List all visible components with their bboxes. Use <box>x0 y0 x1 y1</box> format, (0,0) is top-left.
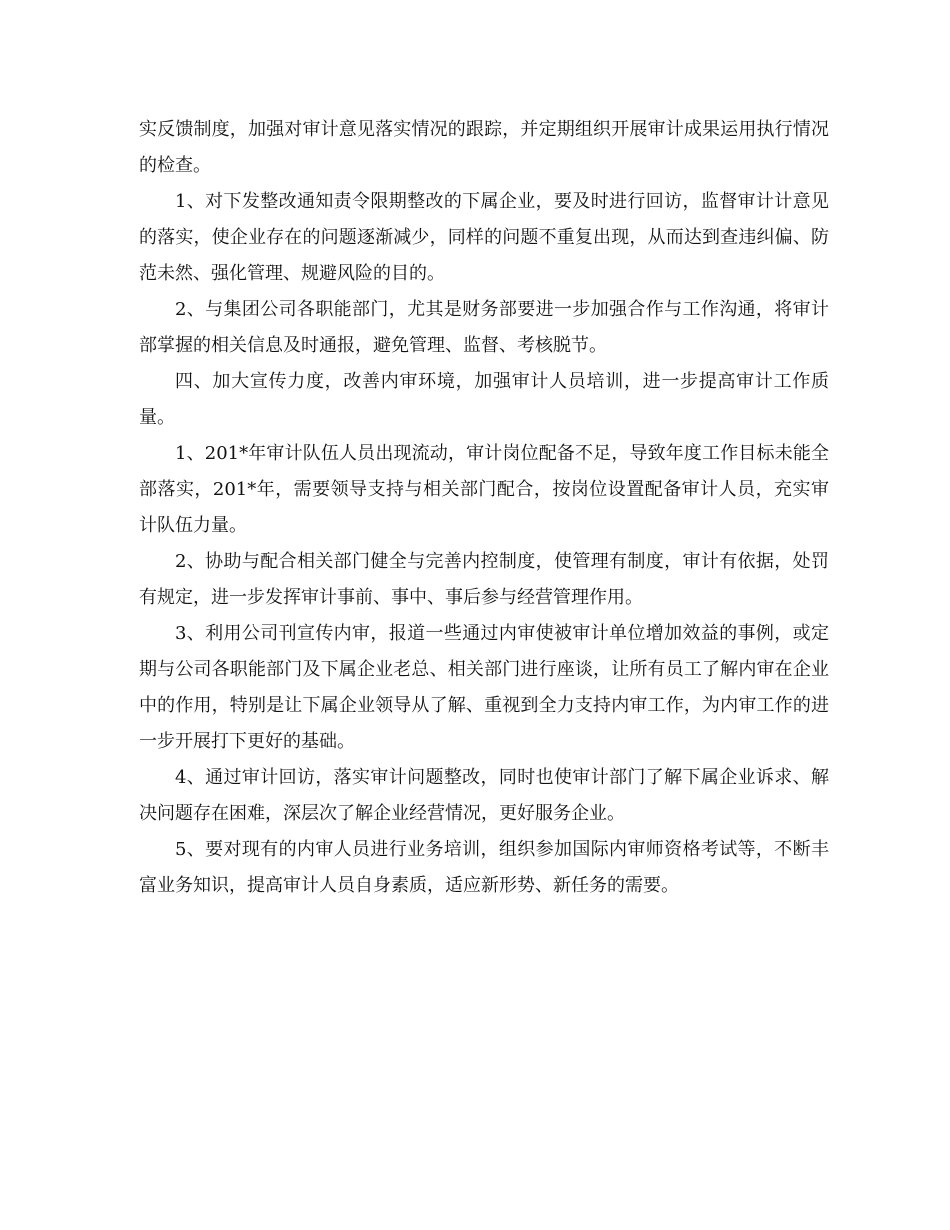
paragraph-continuation: 实反馈制度，加强对审计意见落实情况的跟踪，并定期组织开展审计成果运用执行情况的检查。 <box>139 119 829 176</box>
paragraph-item-2-cooperation: 2、与集团公司各职能部门，尤其是财务部要进一步加强合作与工作沟通，将审计部掌握的相关信息及时通报，避免管理、监督、考核脱节。 <box>139 299 829 356</box>
document-body <box>139 112 829 904</box>
paragraph-item-2-internal-control: 2、协助与配合相关部门健全与完善内控制度，使管理有制度，审计有依据，处罚有规定，进一步发挥审计事前、事中、事后参与经营管理作用。 <box>139 551 829 608</box>
section-heading-four: 四、加大宣传力度，改善内审环境，加强审计人员培训，进一步提高审计工作质量。 <box>139 371 829 428</box>
paragraph-item-1-staffing: 1、201*年审计队伍人员出现流动，审计岗位配备不足，导致年度工作目标未能全部落实，201*年，需要领导支持与相关部门配合，按岗位设置配备审计人员，充实审计队伍力量。 <box>139 443 829 536</box>
paragraph-item-3-publicity: 3、利用公司刊宣传内审，报道一些通过内审使被审计单位增加效益的事例，或定期与公司各职能部门及下属企业老总、相关部门进行座谈，让所有员工了解内审在企业中的作用，特别是让下属企业领导从了解、重视到全力支持内审工作，为内审工作的进一步开展打下更好的基础。 <box>139 623 829 752</box>
paragraph-item-4-audit-visits: 4、通过审计回访，落实审计问题整改，同时也使审计部门了解下属企业诉求、解决问题存在困难，深层次了解企业经营情况，更好服务企业。 <box>139 767 829 824</box>
paragraph-item-1-follow-up: 1、对下发整改通知责令限期整改的下属企业，要及时进行回访，监督审计计意见的落实，使企业存在的问题逐渐减少，同样的问题不重复出现，从而达到查违纠偏、防范未然、强化管理、规避风险的目的。 <box>139 191 829 284</box>
paragraph-item-5-training: 5、要对现有的内审人员进行业务培训，组织参加国际内审师资格考试等，不断丰富业务知识，提高审计人员自身素质，适应新形势、新任务的需要。 <box>139 839 829 896</box>
